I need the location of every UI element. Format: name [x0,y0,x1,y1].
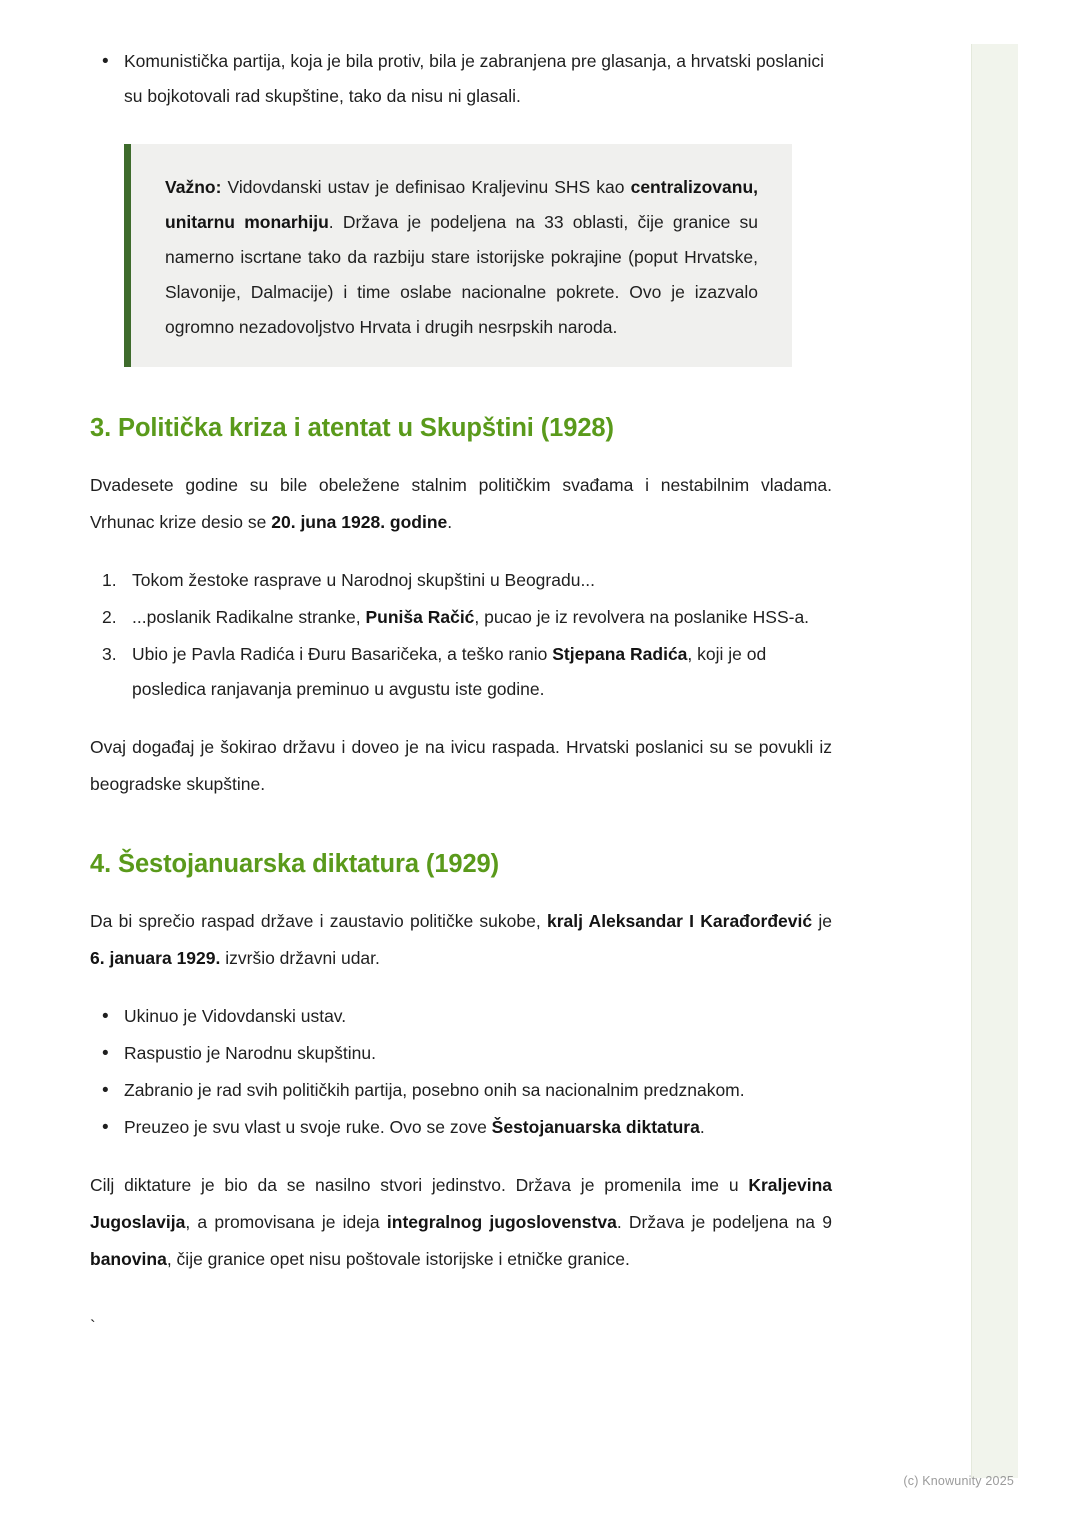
item-text-pre: Preuzeo je svu vlast u svoje ruke. Ovo se zove [124,1117,492,1137]
section4-intro [90,903,832,977]
item-text-post: , pucao je iz revolvera na poslanike HSS-a. [474,607,810,627]
section4-outro [90,1167,832,1278]
section4-intro-bold-1: kralj Aleksandar I Karađorđević [546,911,813,931]
item-text-pre: Tokom žestoke rasprave u Narodnoj skupštini u Beogradu... [132,570,596,590]
section4-outro-text-1: Cilj diktature je bio da se nasilno stvori jedinstvo. Država je promenila ime u [90,1175,749,1195]
section-heading-4: 4. Šestojanuarska diktatura (1929) [90,850,500,878]
section-heading-3: 3. Politička kriza i atentat u Skupštini (1928) [90,414,614,442]
list-item [132,600,832,635]
list-item [124,999,832,1034]
intro-bullet-list [90,44,832,114]
section4-outro-bold-3: banovina [90,1249,167,1269]
item-text-bold: Šestojanuarska diktatura [491,1117,700,1137]
section3-outro: Ovaj događaj je šokirao državu i doveo je na ivicu raspada. Hrvatski poslanici su se povukli iz beogradske skupštine. [90,737,832,794]
list-item [132,563,832,598]
list-item [124,1073,832,1108]
section4-intro-text-2: je [812,911,832,931]
section3-intro-text-2: . [447,512,453,532]
section4-bullet-list [90,999,832,1145]
item-text-pre: Raspustio je Narodnu skupštinu. [124,1043,376,1063]
section3-intro [90,467,832,541]
page-right-accent-strip [972,44,1018,1478]
item-text-bold: Puniša Račić [365,607,475,627]
item-text-pre: Ukinuo je Vidovdanski ustav. [124,1006,347,1026]
section4-outro-text-4: , čije granice opet nisu poštovale istorijske i etničke granice. [166,1249,630,1269]
section4-outro-bold-1: Kraljevina Jugoslavija [90,1175,832,1232]
item-text-pre: Ubio je Pavla Radića i Đuru Basaričeka, a teško ranio [132,644,553,664]
callout-bold-1: centralizovanu, unitarnu monarhiju [165,177,758,232]
section3-intro-text-1: Dvadesete godine su bile obeležene stalnim političkim svađama i nestabilnim vladama. Vrhunac krize desio se [90,475,832,532]
important-callout [124,144,792,367]
section4-outro-text-3: . Država je podeljena na 9 [616,1212,832,1232]
list-item [124,1110,832,1145]
list-item [124,1036,832,1071]
section4-outro-bold-2: integralnog jugoslovenstva [386,1212,617,1232]
item-text-post: , koji je od posledica ranjavanja preminuo u avgustu iste godine. [132,644,767,699]
section4-outro-text-2: , a promovisana je ideja [185,1212,387,1232]
trailing-backtick: ` [90,1317,96,1336]
section4-intro-text-1: Da bi sprečio raspad države i zaustavio političke sukobe, [90,911,547,931]
callout-text-1: Vidovdanski ustav je definisao Kraljevinu SHS kao [221,177,631,197]
list-item [132,637,832,707]
section4-intro-bold-2: 6. januara 1929. [90,948,221,968]
section3-numbered-list [90,563,832,707]
item-text-post: . [699,1117,705,1137]
callout-text-2: . Država je podeljena na 33 oblasti, čije granice su namerno iscrtane tako da razbiju stare istorijske pokrajine (poput Hrvatske, Slavonije, Dalmacije) i time oslabe nacionalne pokrete. Ovo je izazvalo ogromno nezadovoljstvo Hrvata i drugih nesrpskih naroda. [165,212,758,337]
document-content [90,44,832,1342]
item-text-bold: Stjepana Radića [552,644,688,664]
callout-paragraph [165,170,758,345]
callout-label: Važno: [165,177,222,197]
copyright-watermark: (c) Knowunity 2025 [903,1474,1014,1488]
item-text-pre: ...poslanik Radikalne stranke, [132,607,366,627]
section4-intro-text-3: izvršio državni udar. [220,948,380,968]
section3-intro-bold: 20. juna 1928. godine [271,512,448,532]
bullet-text: Komunistička partija, koja je bila protiv, bila je zabranjena pre glasanja, a hrvatski poslanici su bojkotovali rad skupštine, tako da nisu ni glasali. [124,51,825,106]
list-item [124,44,832,114]
item-text-pre: Zabranio je rad svih političkih partija, posebno onih sa nacionalnim predznakom. [124,1080,745,1100]
